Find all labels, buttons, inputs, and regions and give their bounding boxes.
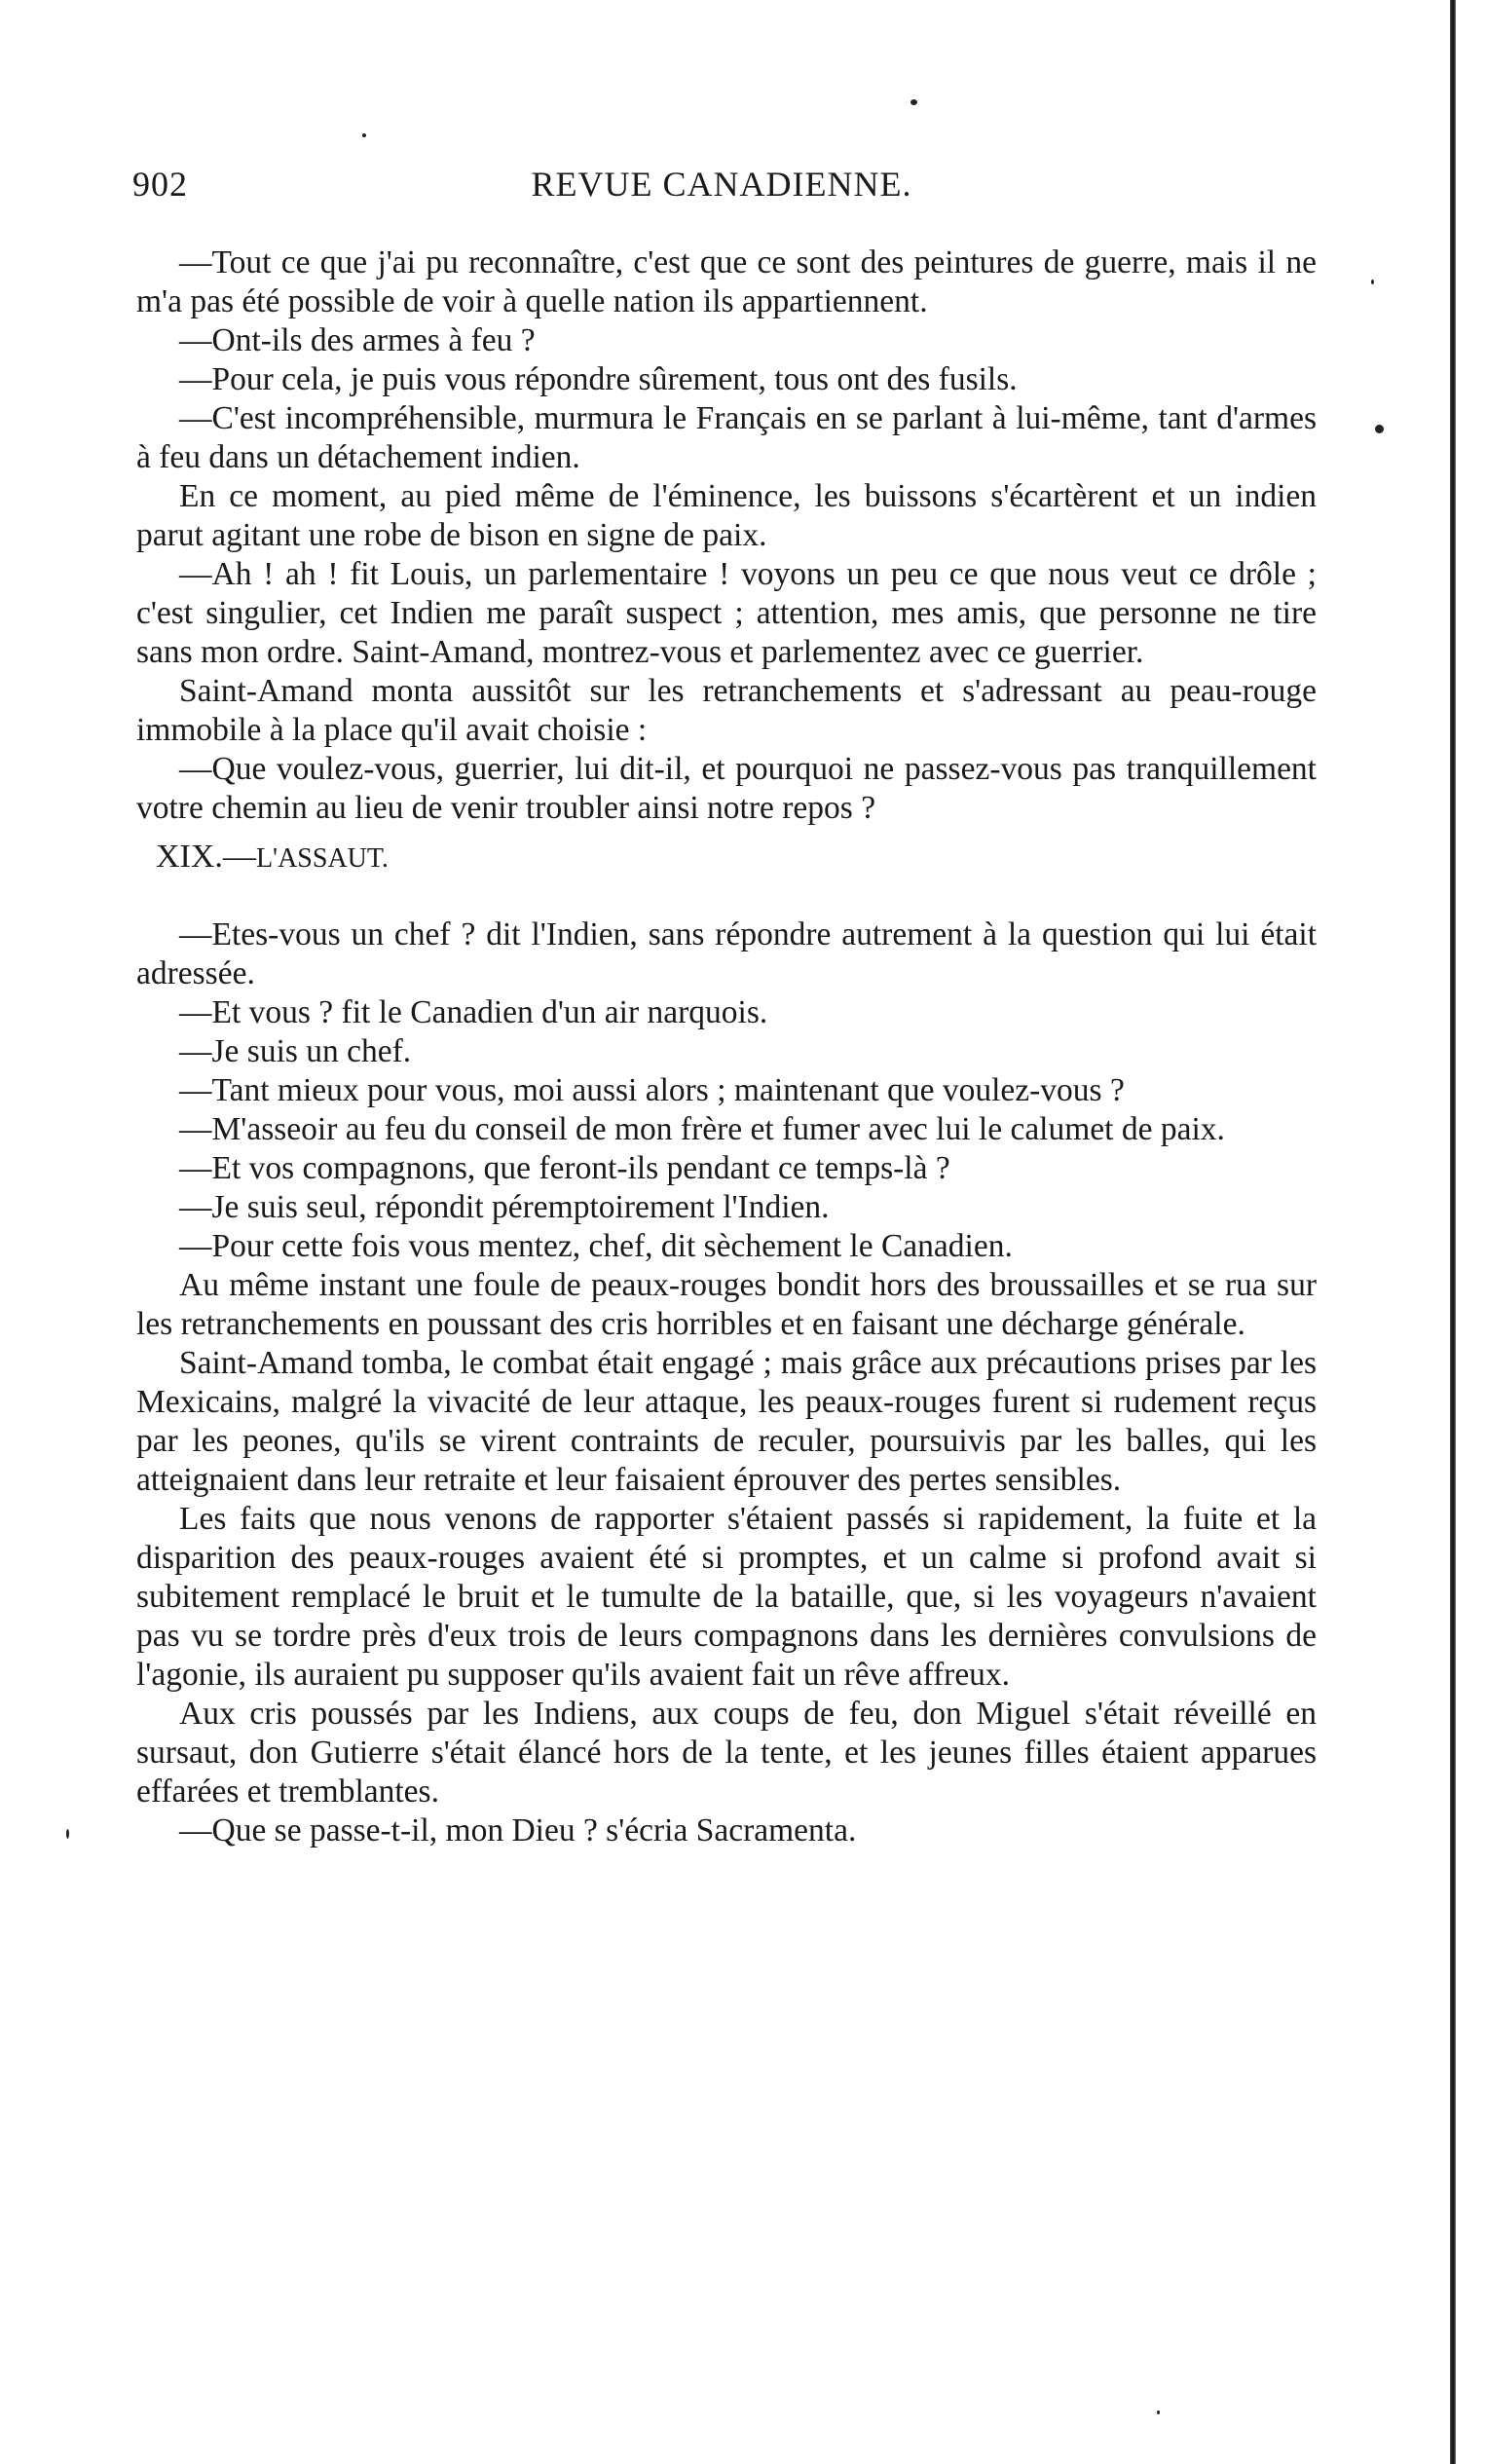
paragraph: Les faits que nous venons de rapporter s'étaient passés si rapidement, la fuite et la disparition des peaux-rouges avaient été si promptes, et un calme si profond avait si subitement remplacé le bruit et le tumulte de la bataille, que, si les voyageurs n'avaient pas vu se tordre près d'eux trois de leurs compagnons dans les dernières convulsions de l'agonie, ils auraient pu supposer qu'ils avaient fait un rêve affreux.: [136, 1501, 1317, 1693]
page-header: [132, 164, 1311, 212]
paragraph: Au même instant une foule de peaux-rouges bondit hors des broussailles et se rua sur les retranchements en poussant des cris horribles et en faisant une décharge générale.: [136, 1267, 1317, 1342]
paragraph: —Et vos compagnons, que feront-ils pendant ce temps-là ?: [179, 1150, 950, 1186]
paragraph: —Ont-ils des armes à feu ?: [179, 322, 536, 358]
paragraph: —Que se passe-t-il, mon Dieu ? s'écria Sacramenta.: [179, 1812, 857, 1848]
section-heading: [136, 838, 1317, 878]
section-dash: —: [222, 839, 256, 875]
paragraph: Saint-Amand tomba, le combat était engagé ; mais grâce aux précautions prises par les Mexicains, malgré la vivacité de leur attaque, les peaux-rouges furent si rudement reçus par les peones, qu'ils se virent contraints de reculer, poursuivis par les balles, qui les atteignaient dans leur retraite et leur faisaient éprouver des pertes sensibles.: [136, 1345, 1317, 1498]
paragraph: —Tant mieux pour vous, moi aussi alors ; maintenant que voulez-vous ?: [179, 1072, 1125, 1108]
section-number: XIX.: [156, 839, 223, 875]
paragraph: En ce moment, au pied même de l'éminence, les buissons s'écartèrent et un indien parut agitant une robe de bison en signe de paix.: [136, 478, 1317, 553]
paragraph: —Je suis un chef.: [179, 1033, 412, 1069]
paragraph: —Que voulez-vous, guerrier, lui dit-il, et pourquoi ne passez-vous pas tranquillement votre chemin au lieu de venir troubler ainsi notre repos ?: [136, 751, 1317, 826]
paragraph: —C'est incompréhensible, murmura le Français en se parlant à lui-même, tant d'armes à feu dans un détachement indien.: [136, 400, 1317, 475]
page-number: 902: [132, 165, 188, 204]
paragraph: —Tout ce que j'ai pu reconnaître, c'est que ce sont des peintures de guerre, mais il ne m'a pas été possible de voir à quelle nation ils appartiennent.: [136, 244, 1317, 319]
paragraph: —Je suis seul, répondit péremptoirement l'Indien.: [179, 1189, 830, 1225]
paragraph: Saint-Amand monta aussitôt sur les retranchements et s'adressant au peau-rouge immobile à la place qu'il avait choisie :: [136, 673, 1317, 748]
paragraph: —M'asseoir au feu du conseil de mon frère et fumer avec lui le calumet de paix.: [179, 1111, 1225, 1147]
paragraph: —Ah ! ah ! fit Louis, un parlementaire ! voyons un peu ce que nous veut ce drôle ; c'est singulier, cet Indien me paraît suspect ; attention, mes amis, que personne ne tire sans mon ordre. Saint-Amand, montrez-vous et parlementez avec ce guerrier.: [136, 556, 1317, 670]
paragraph: —Etes-vous un chef ? dit l'Indien, sans répondre autrement à la question qui lui était adressée.: [136, 916, 1317, 991]
paragraph: —Et vous ? fit le Canadien d'un air narquois.: [179, 994, 768, 1030]
binding-edge-line: [1450, 0, 1456, 2464]
section-title: L'ASSAUT.: [255, 843, 389, 874]
body-text: [136, 243, 1317, 1850]
paragraph: —Pour cette fois vous mentez, chef, dit sèchement le Canadien.: [179, 1228, 1013, 1264]
paragraph: Aux cris poussés par les Indiens, aux coups de feu, don Miguel s'était réveillé en sursaut, don Gutierre s'était élancé hors de la tente, et les jeunes filles étaient apparues effarées et tremblantes.: [136, 1696, 1317, 1810]
paragraph: —Pour cela, je puis vous répondre sûrement, tous ont des fusils.: [179, 361, 1018, 397]
running-title: REVUE CANADIENNE.: [531, 165, 912, 204]
